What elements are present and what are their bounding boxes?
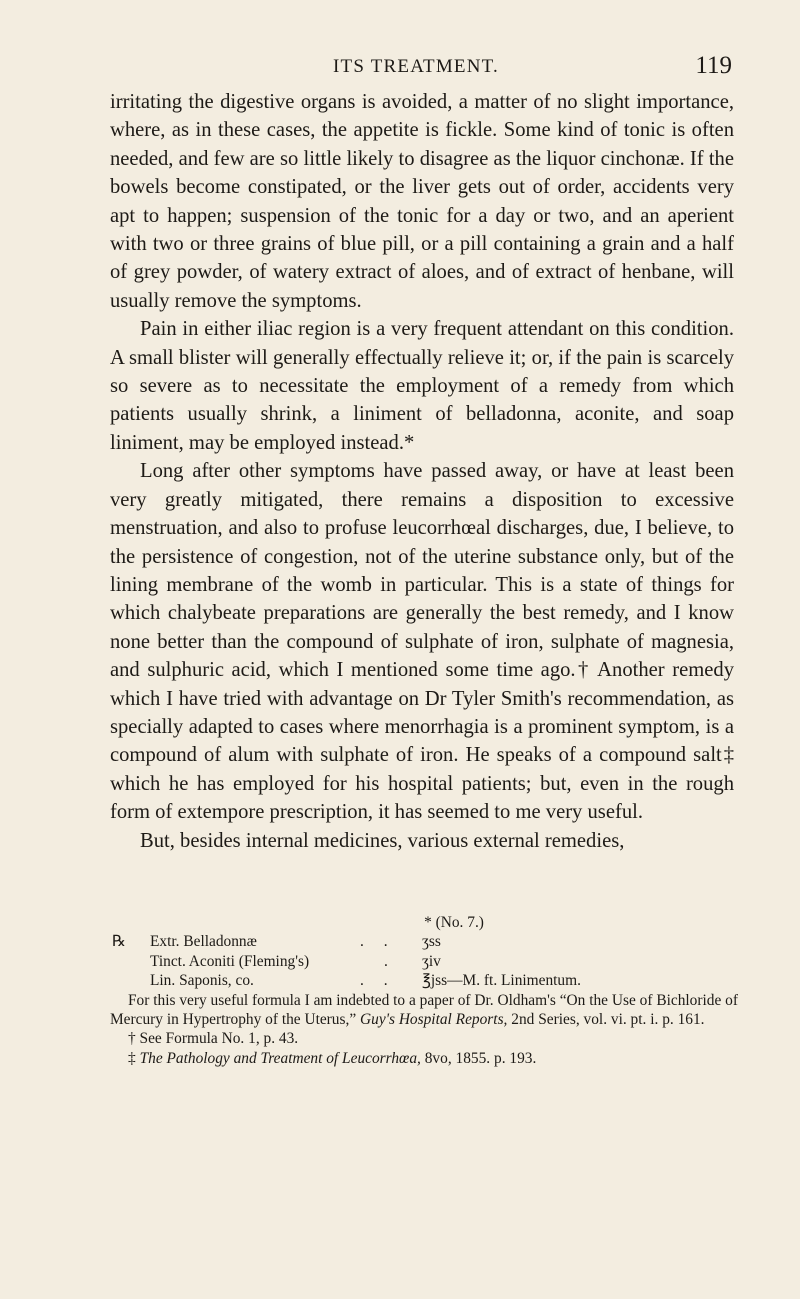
journal-title: Guy's Hospital Reports, <box>360 1010 508 1028</box>
ingredient-quantity: ʒiv <box>422 952 441 970</box>
footnote-dagger: † See Formula No. 1, p. 43. <box>128 1030 299 1048</box>
footnote-double-dagger <box>110 1049 738 1068</box>
prescription-row <box>110 952 738 971</box>
footnote-mark: ‡ <box>128 1049 136 1067</box>
book-citation: 8vo, 1855. p. 193. <box>424 1049 537 1067</box>
leader-dots: . . <box>360 933 396 951</box>
leader-dots: . . <box>360 972 396 990</box>
paragraph-1: irritating the digestive organs is avoided, a matter of no slight importance, where, as in these cases, the appetite is fickle. Some kind of tonic is often needed, and few are so little likely to disagree as the liquor cinchonæ. If the bowels become constipated, or the liver gets out of order, accidents very apt to happen; suspension of the tonic for a day or two, and an aperient with two or three grains of blue pill, or a pill containing a grain and a half of grey powder, of watery extract of aloes, and of extract of henbane, will usually remove the symptoms. <box>110 91 734 312</box>
leader-dots: . <box>384 952 396 970</box>
prescription-row <box>110 932 738 951</box>
footnotes <box>110 913 738 1068</box>
footnote-formula-source <box>110 991 738 1030</box>
footnote-source-text: For this very useful formula I am indebted to a paper of Dr. Oldham's “On the Use of Bichloride of Mercury in Hypertrophy of the Uterus,” <box>110 991 738 1028</box>
paragraph-4: But, besides internal medicines, various external remedies, <box>140 829 625 852</box>
paragraph-3: Long after other symptoms have passed away, or have at least been very greatly mitigated, there remains a disposition to excessive menstruation, and also to profuse leucorrhœal discharges, due, I believe, to the persistence of congestion, not of the uterine substance only, but of the lining membrane of the womb in particular. This is a state of things for which chalybeate preparations are generally the best remedy, and I know none better than the compound of sulphate of iron, sulphate of magnesia, and sulphuric acid, which I mentioned some time ago.† Another remedy which I have tried with advantage on Dr Tyler Smith's recommendation, as specially adapted to cases where menorrhagia is a prominent symptom, is a compound of alum with sulphate of iron. He speaks of a compound salt‡ which he has employed for his hospital patients; but, even in the rough form of extempore prescription, it has seemed to me very useful. <box>110 460 734 824</box>
ingredient-quantity: ℥jss—M. ft. Linimentum. <box>422 972 581 990</box>
page-number: 119 <box>695 52 732 79</box>
journal-citation: 2nd Series, vol. vi. pt. i. p. 161. <box>511 1010 705 1028</box>
ingredient-name: Tinct. Aconiti (Fleming's) <box>150 952 310 970</box>
running-head-title: ITS TREATMENT. <box>333 56 499 77</box>
recipe-symbol: ℞ <box>112 933 126 951</box>
ingredient-name: Extr. Belladonnæ <box>150 933 257 951</box>
formula-heading: * (No. 7.) <box>424 914 484 931</box>
paragraph-2: Pain in either iliac region is a very frequent attendant on this condition. A small blister will generally effectually relieve it; or, if the pain is scarcely so severe as to necessitate the employment of a remedy from which patients usually shrink, a liniment of belladonna, aconite, and soap liniment, may be employed instead.* <box>110 318 734 454</box>
book-title: The Pathology and Treatment of Leucorrhœa, <box>139 1049 421 1067</box>
prescription-row <box>110 971 738 990</box>
body-text <box>110 88 734 855</box>
prescription <box>110 932 738 990</box>
running-head <box>100 50 732 80</box>
ingredient-name: Lin. Saponis, co. <box>150 972 254 990</box>
ingredient-quantity: ʒss <box>422 933 441 951</box>
